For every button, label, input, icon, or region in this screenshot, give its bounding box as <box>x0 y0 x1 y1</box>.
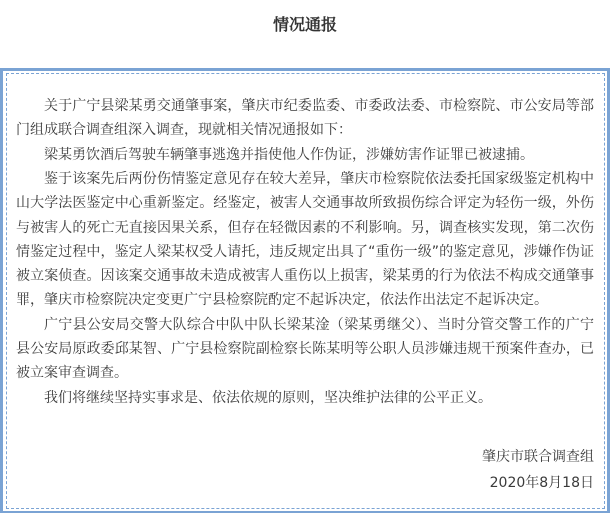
paragraph-3-line: 山大学法医鉴定中心重新鉴定。经鉴定，被害人交通事故所致损伤综合评定为轻伤一级，外伤 <box>16 195 594 212</box>
paragraph-3-line: 罪，肇庆市检察院决定变更广宁县检察院酌定不起诉决定，依法作出法定不起诉决定。 <box>16 292 548 309</box>
paragraph-3-line: 被立案侦查。因该案交通事故未造成被害人重伤以上损害，梁某勇的行为依法不构成交通肇事 <box>16 268 594 285</box>
paragraph-3-line: 与被害人的死亡无直接因果关系，但存在轻微因素的不利影响。另，调查核实发现，第二次伤 <box>16 219 594 236</box>
paragraph-4-line: 广宁县公安局交警大队综合中队中队长梁某淦（梁某勇继父）、当时分管交警工作的广宁 <box>44 316 594 333</box>
signature: 肇庆市联合调查组 <box>482 449 594 465</box>
paragraph-4-line: 被立案审查调查。 <box>16 365 128 382</box>
paragraph-4-line: 县公安局原政委邱某智、广宁县检察院副检察长陈某明等公职人员涉嫌违规干预案件查办，已 <box>16 341 594 357</box>
paragraph-2-line: 梁某勇饮酒后驾驶车辆肇事逃逸并指使他人作伪证，涉嫌妨害作证罪已被逮捕。 <box>44 146 534 163</box>
date: 2020年8月18日 <box>489 475 594 491</box>
page-title: 情况通报 <box>272 15 337 34</box>
paragraph-5-line: 我们将继续坚持实事求是、依法依规的原则，坚决维护法律的公平正义。 <box>44 389 492 406</box>
paragraph-1-line: 关于广宁县梁某勇交通肇事案，肇庆市纪委监委、市委政法委、市检察院、市公安局等部 <box>44 98 594 114</box>
paragraph-3-line: 鉴于该案先后两份伤情鉴定意见存在较大差异，肇庆市检察院依法委托国家级鉴定机构中 <box>44 170 594 187</box>
paragraph-1-line: 门组成联合调查组深入调查，现就相关情况通报如下： <box>16 122 352 139</box>
paragraph-3-line: 情鉴定过程中，鉴定人梁某权受人请托，违反规定出具了“重伤一级”的鉴定意见，涉嫌作伪证 <box>16 243 594 260</box>
